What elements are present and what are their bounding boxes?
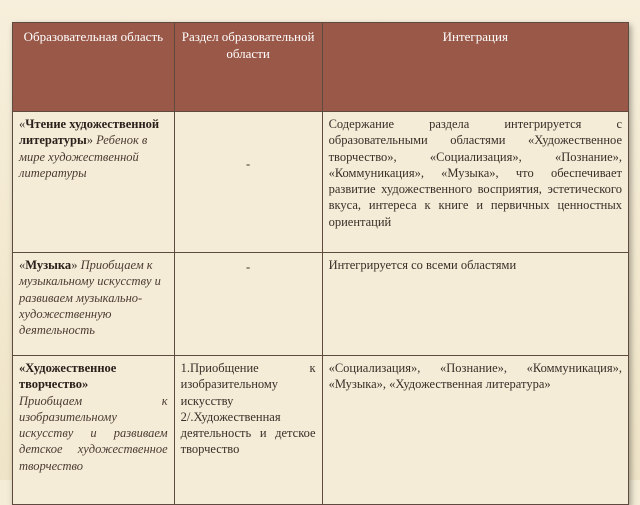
area-description: Приобщаем к изобразительному искусству и развиваем детское художественное творчество [19, 393, 168, 473]
area-title: Музыка [25, 258, 72, 272]
table-row [13, 253, 629, 356]
integration-cell: Интегрируется со всеми областями [322, 253, 628, 356]
section-cell: 1.Приобщение к изобразительному искусству 2/.Художественная деятельность и детское творчество [174, 356, 322, 505]
area-quote-close: » [86, 133, 97, 148]
table-header-row [13, 23, 629, 112]
area-cell [13, 253, 175, 356]
section-cell [174, 112, 322, 253]
table-row [13, 112, 629, 253]
area-title: «Художественное творчество» [19, 361, 117, 392]
area-quote-open: « [19, 117, 26, 131]
integration-cell: «Социализация», «Познание», «Коммуникация», «Музыка», «Художественная литература» [322, 356, 628, 505]
integration-cell: Содержание раздела интегрируется с образовательными областями «Художественное творчество», «Социализация», «Познание», «Коммуникация», «Музыка», что обеспечивает развитие художественного восприятия, эстетического вкуса, интереса к книге и первичных ценностных ориентаций [322, 112, 628, 253]
area-quote-close: » [71, 258, 81, 272]
header-section: Раздел образовательной области [174, 23, 322, 112]
area-cell [13, 356, 175, 505]
area-cell [13, 112, 175, 253]
table-row [13, 356, 629, 505]
area-quote-open: « [19, 258, 26, 272]
area-description: Приобщаем к музыкальному искусству и развиваем музыкально-художественную деятельность [19, 258, 161, 337]
section-cell [174, 253, 322, 356]
header-integration: Интеграция [322, 23, 628, 112]
section-value: - [246, 260, 251, 274]
area-description: Ребенок в мире художественной литературы [19, 133, 148, 180]
section-value: - [246, 157, 251, 171]
area-title: Чтение художественной литературы [19, 117, 160, 148]
integration-table [12, 22, 629, 505]
header-educational-area: Образовательная область [13, 23, 175, 112]
